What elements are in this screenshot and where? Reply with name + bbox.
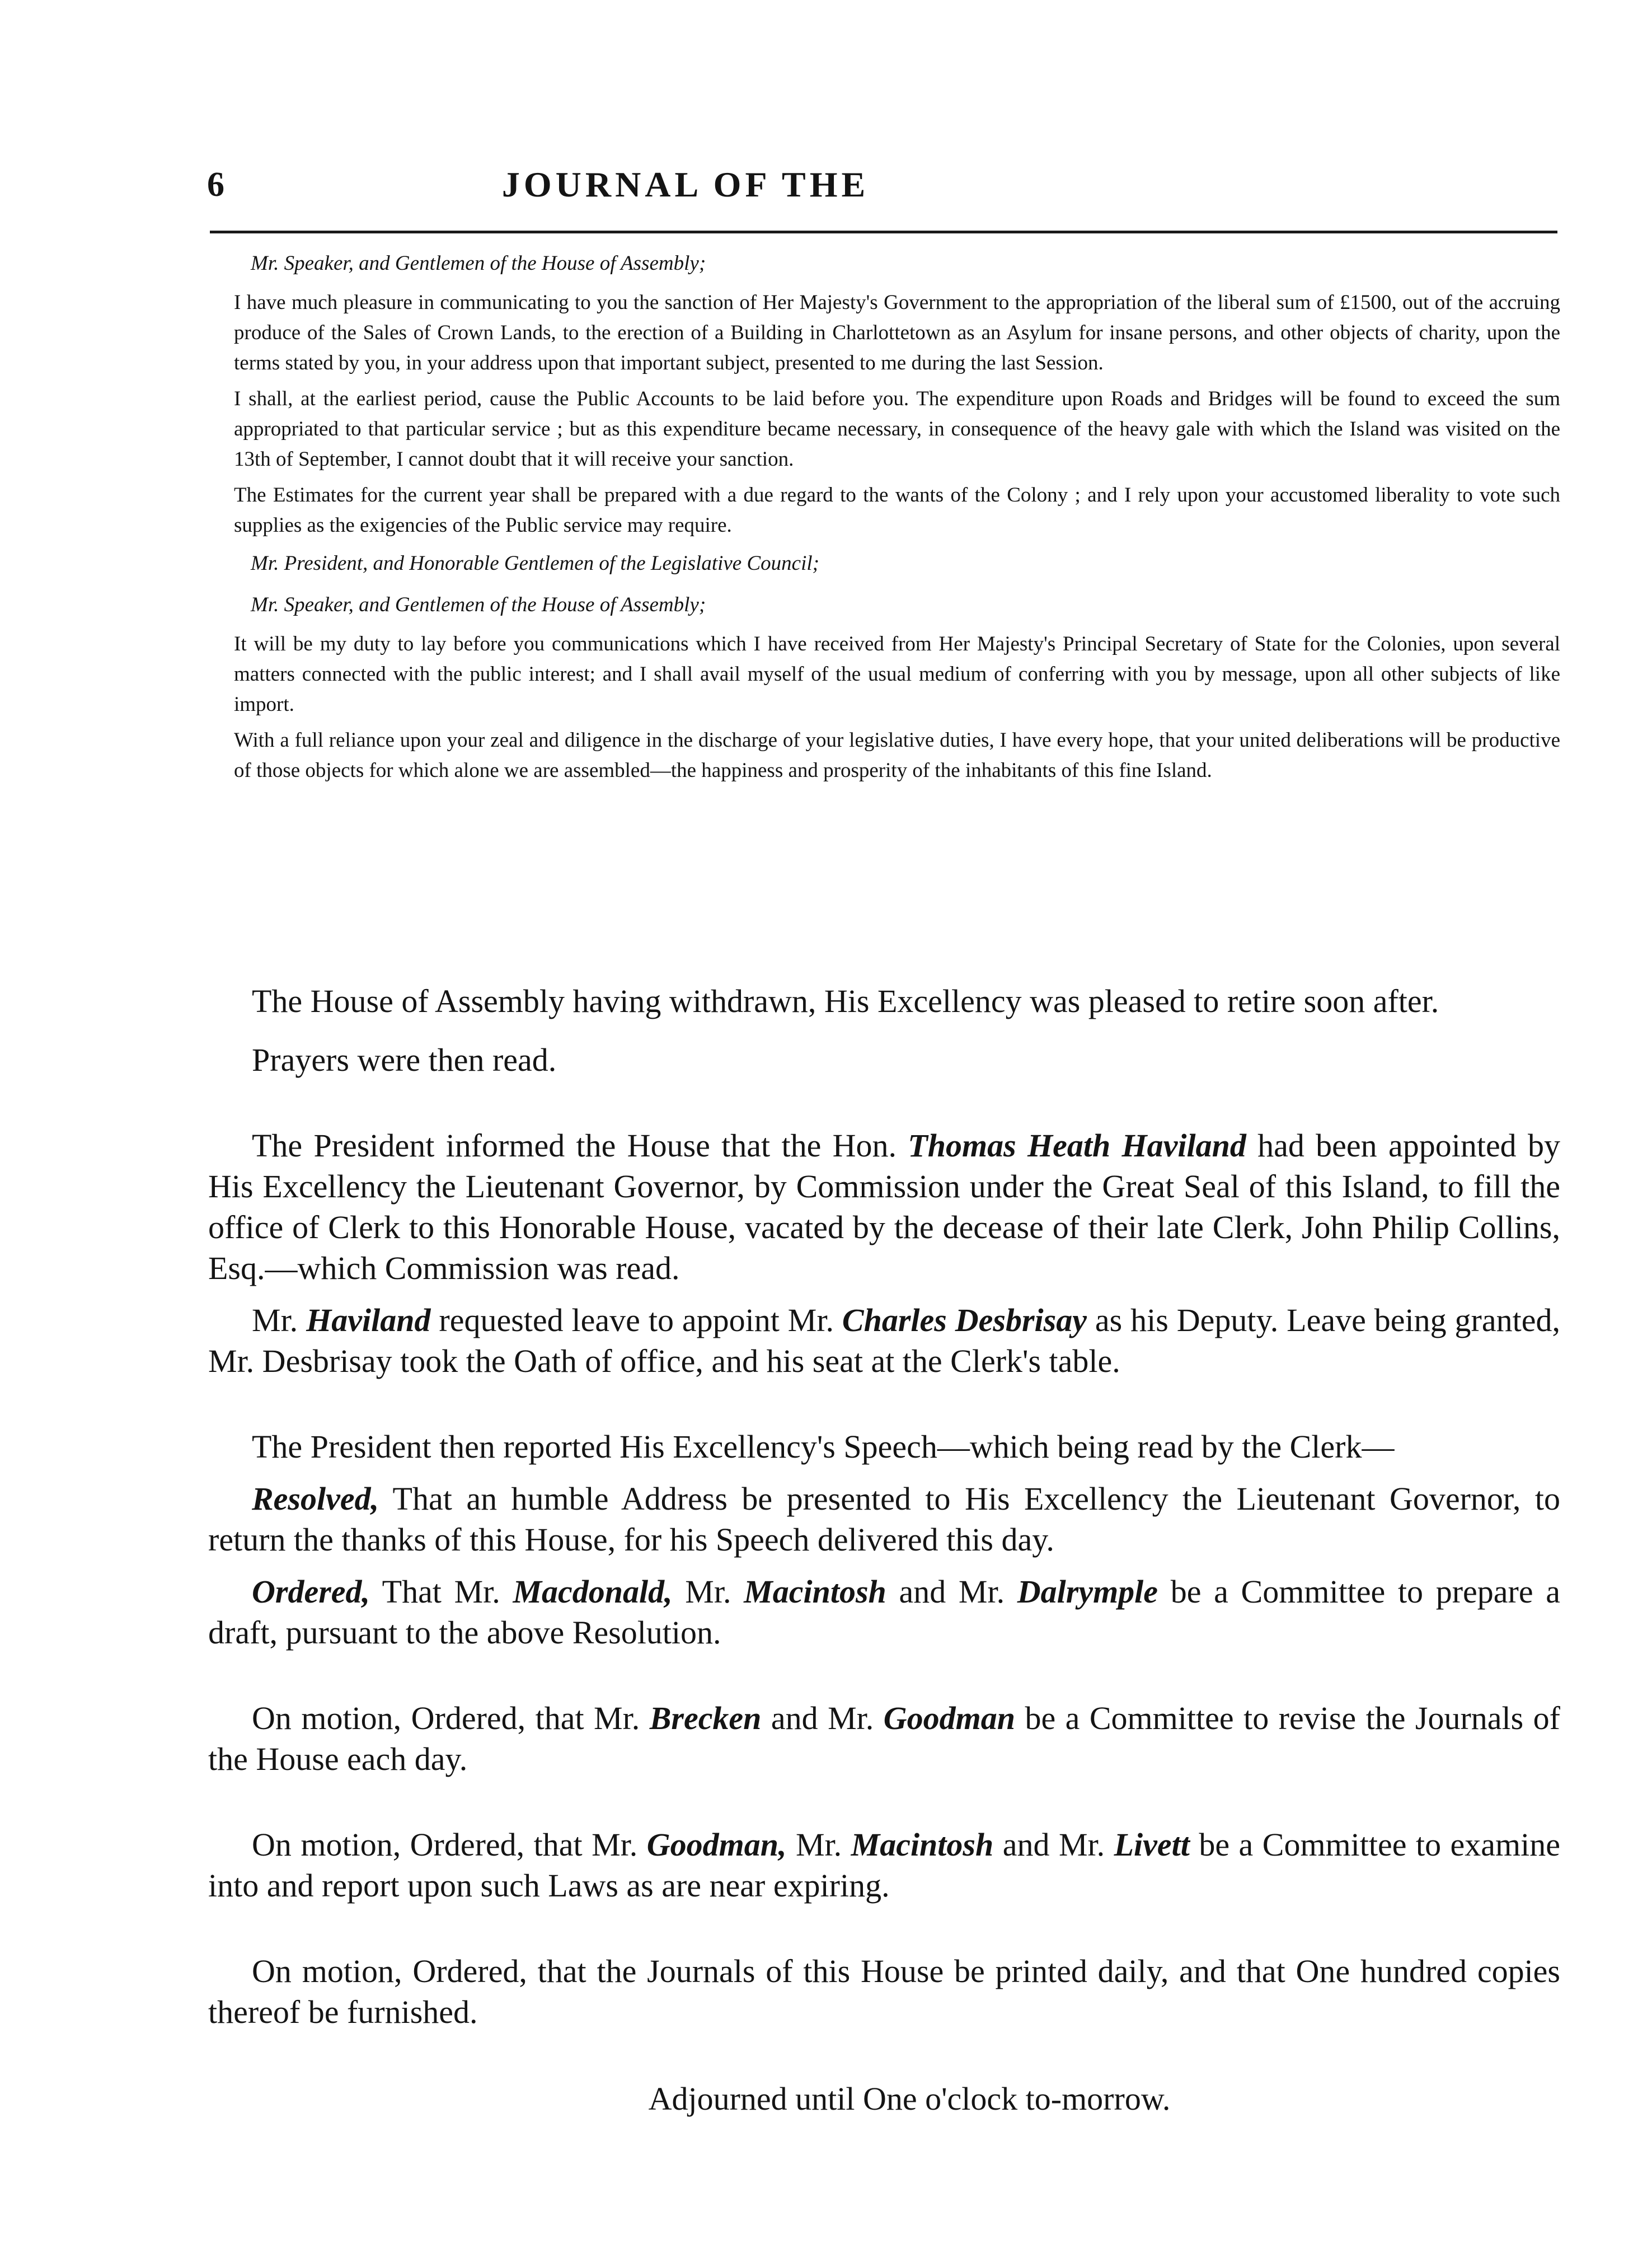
text-segment: Mr. bbox=[672, 1573, 744, 1610]
text-segment: and Mr. bbox=[886, 1573, 1017, 1610]
speech-paragraph-accounts: I shall, at the earliest period, cause the Public Accounts to be laid before you. The expenditure upon Roads and Bridges will be found to exceed the sum appropriated to that particular service ; but as this expenditure became necessary, in consequence of the heavy gale with which the Island was visited on the 13th of September, I cannot doubt that it will receive your sanction. bbox=[234, 387, 1560, 471]
proceeding-journals-committee bbox=[208, 1698, 1560, 1779]
text-segment: as his Deputy. Leave being granted, Mr. Desbrisay took the Oath of office, and his seat at the Clerk's table. bbox=[208, 1302, 1560, 1379]
header-rule bbox=[210, 231, 1557, 233]
governor-speech bbox=[234, 246, 1560, 791]
member-name: Goodman bbox=[883, 1700, 1016, 1736]
page-header bbox=[207, 162, 1561, 213]
member-name: Goodman, bbox=[646, 1826, 787, 1863]
text-segment: The President informed the House that the Hon. bbox=[252, 1127, 908, 1164]
member-name: Macintosh bbox=[851, 1826, 994, 1863]
member-name: Macintosh bbox=[744, 1573, 886, 1610]
text-segment: and Mr. bbox=[993, 1826, 1114, 1863]
member-name: Brecken bbox=[649, 1700, 762, 1736]
proceeding-deputy bbox=[208, 1300, 1560, 1381]
member-name: Dalrymple bbox=[1017, 1573, 1158, 1610]
page-number: 6 bbox=[207, 166, 224, 204]
speech-paragraph-estimates: The Estimates for the current year shall be prepared with a due regard to the wants of the Colony ; and I rely upon your accustomed liberality to vote such supplies as the exigencies of the Public service may require. bbox=[234, 484, 1560, 537]
text-segment: On motion, Ordered, that Mr. bbox=[252, 1826, 647, 1863]
proceeding-clerk-appointment bbox=[208, 1125, 1560, 1289]
salutation-assembly-2: Mr. Speaker, and Gentlemen of the House of Assembly; bbox=[251, 593, 706, 616]
member-name: Macdonald, bbox=[513, 1573, 673, 1610]
house-proceedings bbox=[208, 981, 1560, 2119]
text-segment: and Mr. bbox=[761, 1700, 884, 1736]
adjournment: Adjourned until One o'clock to-morrow. bbox=[648, 2081, 1171, 2117]
member-name: Haviland bbox=[306, 1302, 431, 1338]
text-segment: On motion, Ordered, that Mr. bbox=[252, 1700, 650, 1736]
speech-paragraph-closing: With a full reliance upon your zeal and diligence in the discharge of your legislative duties, I have every hope, that your united deliberations will be productive of those objects for which alone we are assembled—the happiness and prosperity of the inhabitants of this fine Island. bbox=[234, 729, 1560, 782]
running-head: JOURNAL OF THE bbox=[501, 165, 870, 204]
proceeding-ordered bbox=[208, 1571, 1560, 1653]
proceeding-printing: On motion, Ordered, that the Journals of this House be printed daily, and that One hundred copies thereof be furnished. bbox=[208, 1953, 1560, 2030]
member-name: Charles Desbrisay bbox=[842, 1302, 1087, 1338]
member-name: Thomas Heath Haviland bbox=[908, 1127, 1246, 1164]
proceeding-resolved bbox=[208, 1478, 1560, 1560]
speech-paragraph-asylum: I have much pleasure in communicating to you the sanction of Her Majesty's Government to the appropriation of the liberal sum of £1500, out of the accruing produce of the Sales of Crown Lands, to the erection of a Building in Charlottetown as an Asylum for insane persons, and other objects of charity, upon the terms stated by you, in your address upon that important subject, presented to me during the last Session. bbox=[234, 291, 1560, 374]
text-segment: be a Committee to prepare a draft, pursuant to the above Resolution. bbox=[208, 1573, 1560, 1651]
proceeding-laws-committee bbox=[208, 1824, 1560, 1906]
salutation-council: Mr. President, and Honorable Gentlemen of the Legislative Council; bbox=[251, 552, 819, 575]
text-segment: be a Committee to examine into and report upon such Laws as are near expiring. bbox=[208, 1826, 1561, 1904]
text-segment: requested leave to appoint Mr. bbox=[430, 1302, 842, 1338]
proceeding-prayers: Prayers were then read. bbox=[252, 1042, 557, 1078]
text-segment: be a Committee to revise the Journals of the House each day. bbox=[208, 1700, 1560, 1777]
proceeding-speech-reported: The President then reported His Excellency's Speech—which being read by the Clerk— bbox=[252, 1428, 1395, 1465]
proceeding-withdrawn: The House of Assembly having withdrawn, His Excellency was pleased to retire soon after. bbox=[252, 983, 1439, 1019]
text-segment: Mr. bbox=[252, 1302, 307, 1338]
speech-paragraph-communications: It will be my duty to lay before you communications which I have received from Her Majesty's Principal Secretary of State for the Colonies, upon several matters connected with the public interest; and I shall avail myself of the usual medium of conferring with you by message, upon all other subjects of like import. bbox=[234, 633, 1560, 716]
text-segment: had been appointed by His Excellency the Lieutenant Governor, by Commission under the Great Seal of this Island, to fill the office of Clerk to this Honorable House, vacated by the decease of their late Clerk, John Philip Collins, Esq.—which Commission was read. bbox=[208, 1127, 1560, 1286]
text-segment: Mr. bbox=[786, 1826, 851, 1863]
text-segment: That Mr. bbox=[370, 1573, 513, 1610]
member-name: Livett bbox=[1114, 1826, 1190, 1863]
ordered-lead: Ordered, bbox=[252, 1573, 370, 1610]
resolved-lead: Resolved, bbox=[252, 1481, 379, 1517]
salutation-assembly: Mr. Speaker, and Gentlemen of the House of Assembly; bbox=[251, 252, 706, 275]
text-segment: That an humble Address be presented to His Excellency the Lieutenant Governor, to return the thanks of this House, for his Speech delivered this day. bbox=[208, 1481, 1560, 1558]
